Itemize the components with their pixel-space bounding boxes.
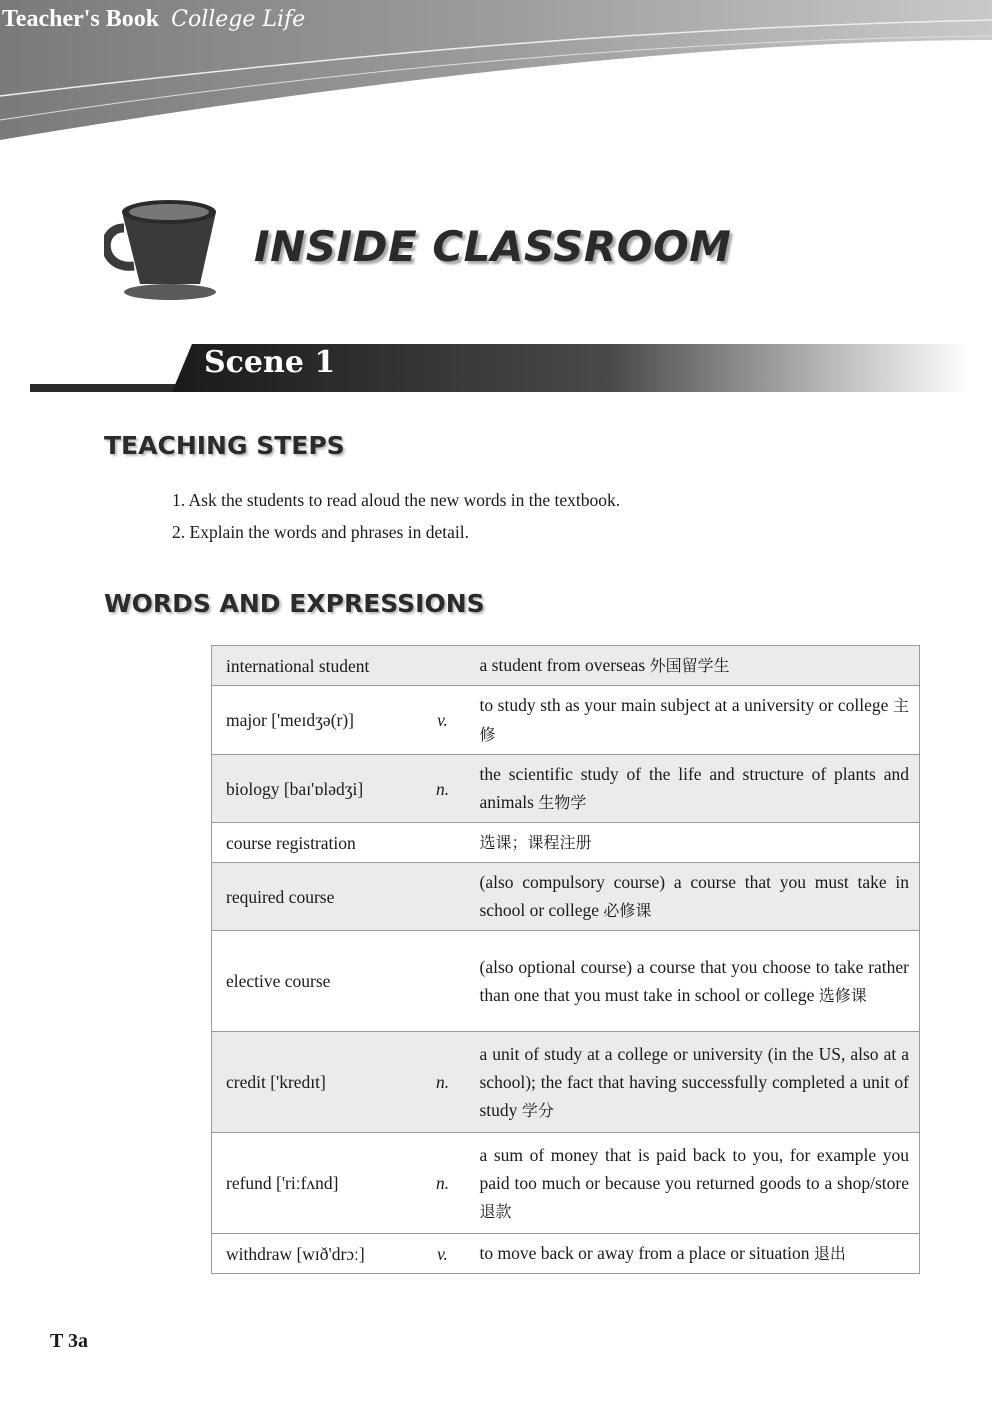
- definition-text: to move back or away from a place or situation: [479, 1243, 810, 1263]
- definition-cell: [474, 1234, 920, 1274]
- pos-cell: [412, 646, 474, 686]
- definition-text: a sum of money that is paid back to you, for example you paid too much or because you returned goods to a shop/store: [479, 1144, 909, 1193]
- definition-cell: [474, 646, 920, 686]
- term-cell: withdraw [wɪð'drɔː]: [212, 1234, 412, 1274]
- definition-cell: [474, 823, 920, 863]
- definition-text: (also compulsory course) a course that you must take in school or college: [479, 872, 909, 920]
- table-row: [212, 646, 920, 686]
- table-row: [212, 1032, 920, 1133]
- term-cell: international student: [212, 646, 412, 686]
- definition-text: a unit of study at a college or university (in the US, also at a school); the fact that having successfully completed a unit of study: [479, 1043, 909, 1120]
- definition-cell: [474, 755, 920, 823]
- term-cell: credit ['kredɪt]: [212, 1032, 412, 1133]
- term-cell: course registration: [212, 823, 412, 863]
- term-cell: refund ['riːfʌnd]: [212, 1133, 412, 1234]
- definition-text: (also optional course) a course that you choose to take rather than one that you must take in school or college: [479, 956, 909, 1005]
- chinese-gloss: 退出: [813, 1244, 846, 1263]
- table-row: [212, 931, 920, 1032]
- table-row: [212, 755, 920, 823]
- book-label: Teacher's Book: [2, 6, 160, 32]
- definition-text: a student from overseas: [479, 655, 646, 675]
- definition-cell: [474, 1032, 920, 1133]
- definition-cell: [474, 686, 920, 755]
- pos-cell: n.: [412, 1133, 474, 1234]
- chinese-gloss: 选课；课程注册: [479, 833, 592, 852]
- definition-cell: [474, 1133, 920, 1234]
- chinese-gloss: 主修: [479, 696, 910, 744]
- table-row: [212, 1234, 920, 1274]
- pos-cell: v.: [412, 1234, 474, 1274]
- pos-cell: v.: [412, 686, 474, 755]
- pos-cell: [412, 931, 474, 1032]
- page-number: T 3a: [50, 1330, 88, 1352]
- table-row: [212, 863, 920, 931]
- definition-cell: [474, 931, 920, 1032]
- definition-text: to study sth as your main subject at a university or college: [479, 695, 889, 715]
- words-heading: WORDS AND EXPRESSIONS: [104, 589, 485, 618]
- pos-cell: [412, 823, 474, 863]
- term-cell: elective course: [212, 931, 412, 1032]
- scene-bar: [30, 340, 970, 398]
- chinese-gloss: 生物学: [538, 793, 587, 812]
- table-row: [212, 686, 920, 755]
- chinese-gloss: 学分: [521, 1100, 554, 1120]
- chinese-gloss: 外国留学生: [649, 656, 730, 675]
- teaching-steps-heading: TEACHING STEPS: [104, 431, 345, 460]
- definition-text: the scientific study of the life and structure of plants and animals: [479, 764, 909, 812]
- pos-cell: [412, 863, 474, 931]
- chinese-gloss: 选修课: [818, 985, 867, 1005]
- term-cell: biology [baɪ'ɒlədʒi]: [212, 755, 412, 823]
- chinese-gloss: 必修课: [603, 901, 652, 920]
- chapter-title: INSIDE CLASSROOM: [254, 222, 732, 271]
- pos-cell: n.: [412, 1032, 474, 1133]
- definition-cell: [474, 863, 920, 931]
- table-row: [212, 823, 920, 863]
- list-item: 1. Ask the students to read aloud the new words in the textbook.: [172, 490, 621, 510]
- teaching-steps-list: [172, 484, 620, 548]
- running-header: [2, 6, 305, 33]
- scene-label: Scene 1: [204, 345, 336, 380]
- vocabulary-table: [211, 645, 920, 1274]
- pos-cell: n.: [412, 755, 474, 823]
- term-cell: required course: [212, 863, 412, 931]
- list-item: 2. Explain the words and phrases in detail.: [172, 522, 469, 542]
- unit-label: College Life: [171, 7, 306, 32]
- table-row: [212, 1133, 920, 1234]
- chinese-gloss: 退款: [479, 1201, 512, 1221]
- cup-icon: [104, 192, 234, 302]
- term-cell: major ['meɪdʒə(r)]: [212, 686, 412, 755]
